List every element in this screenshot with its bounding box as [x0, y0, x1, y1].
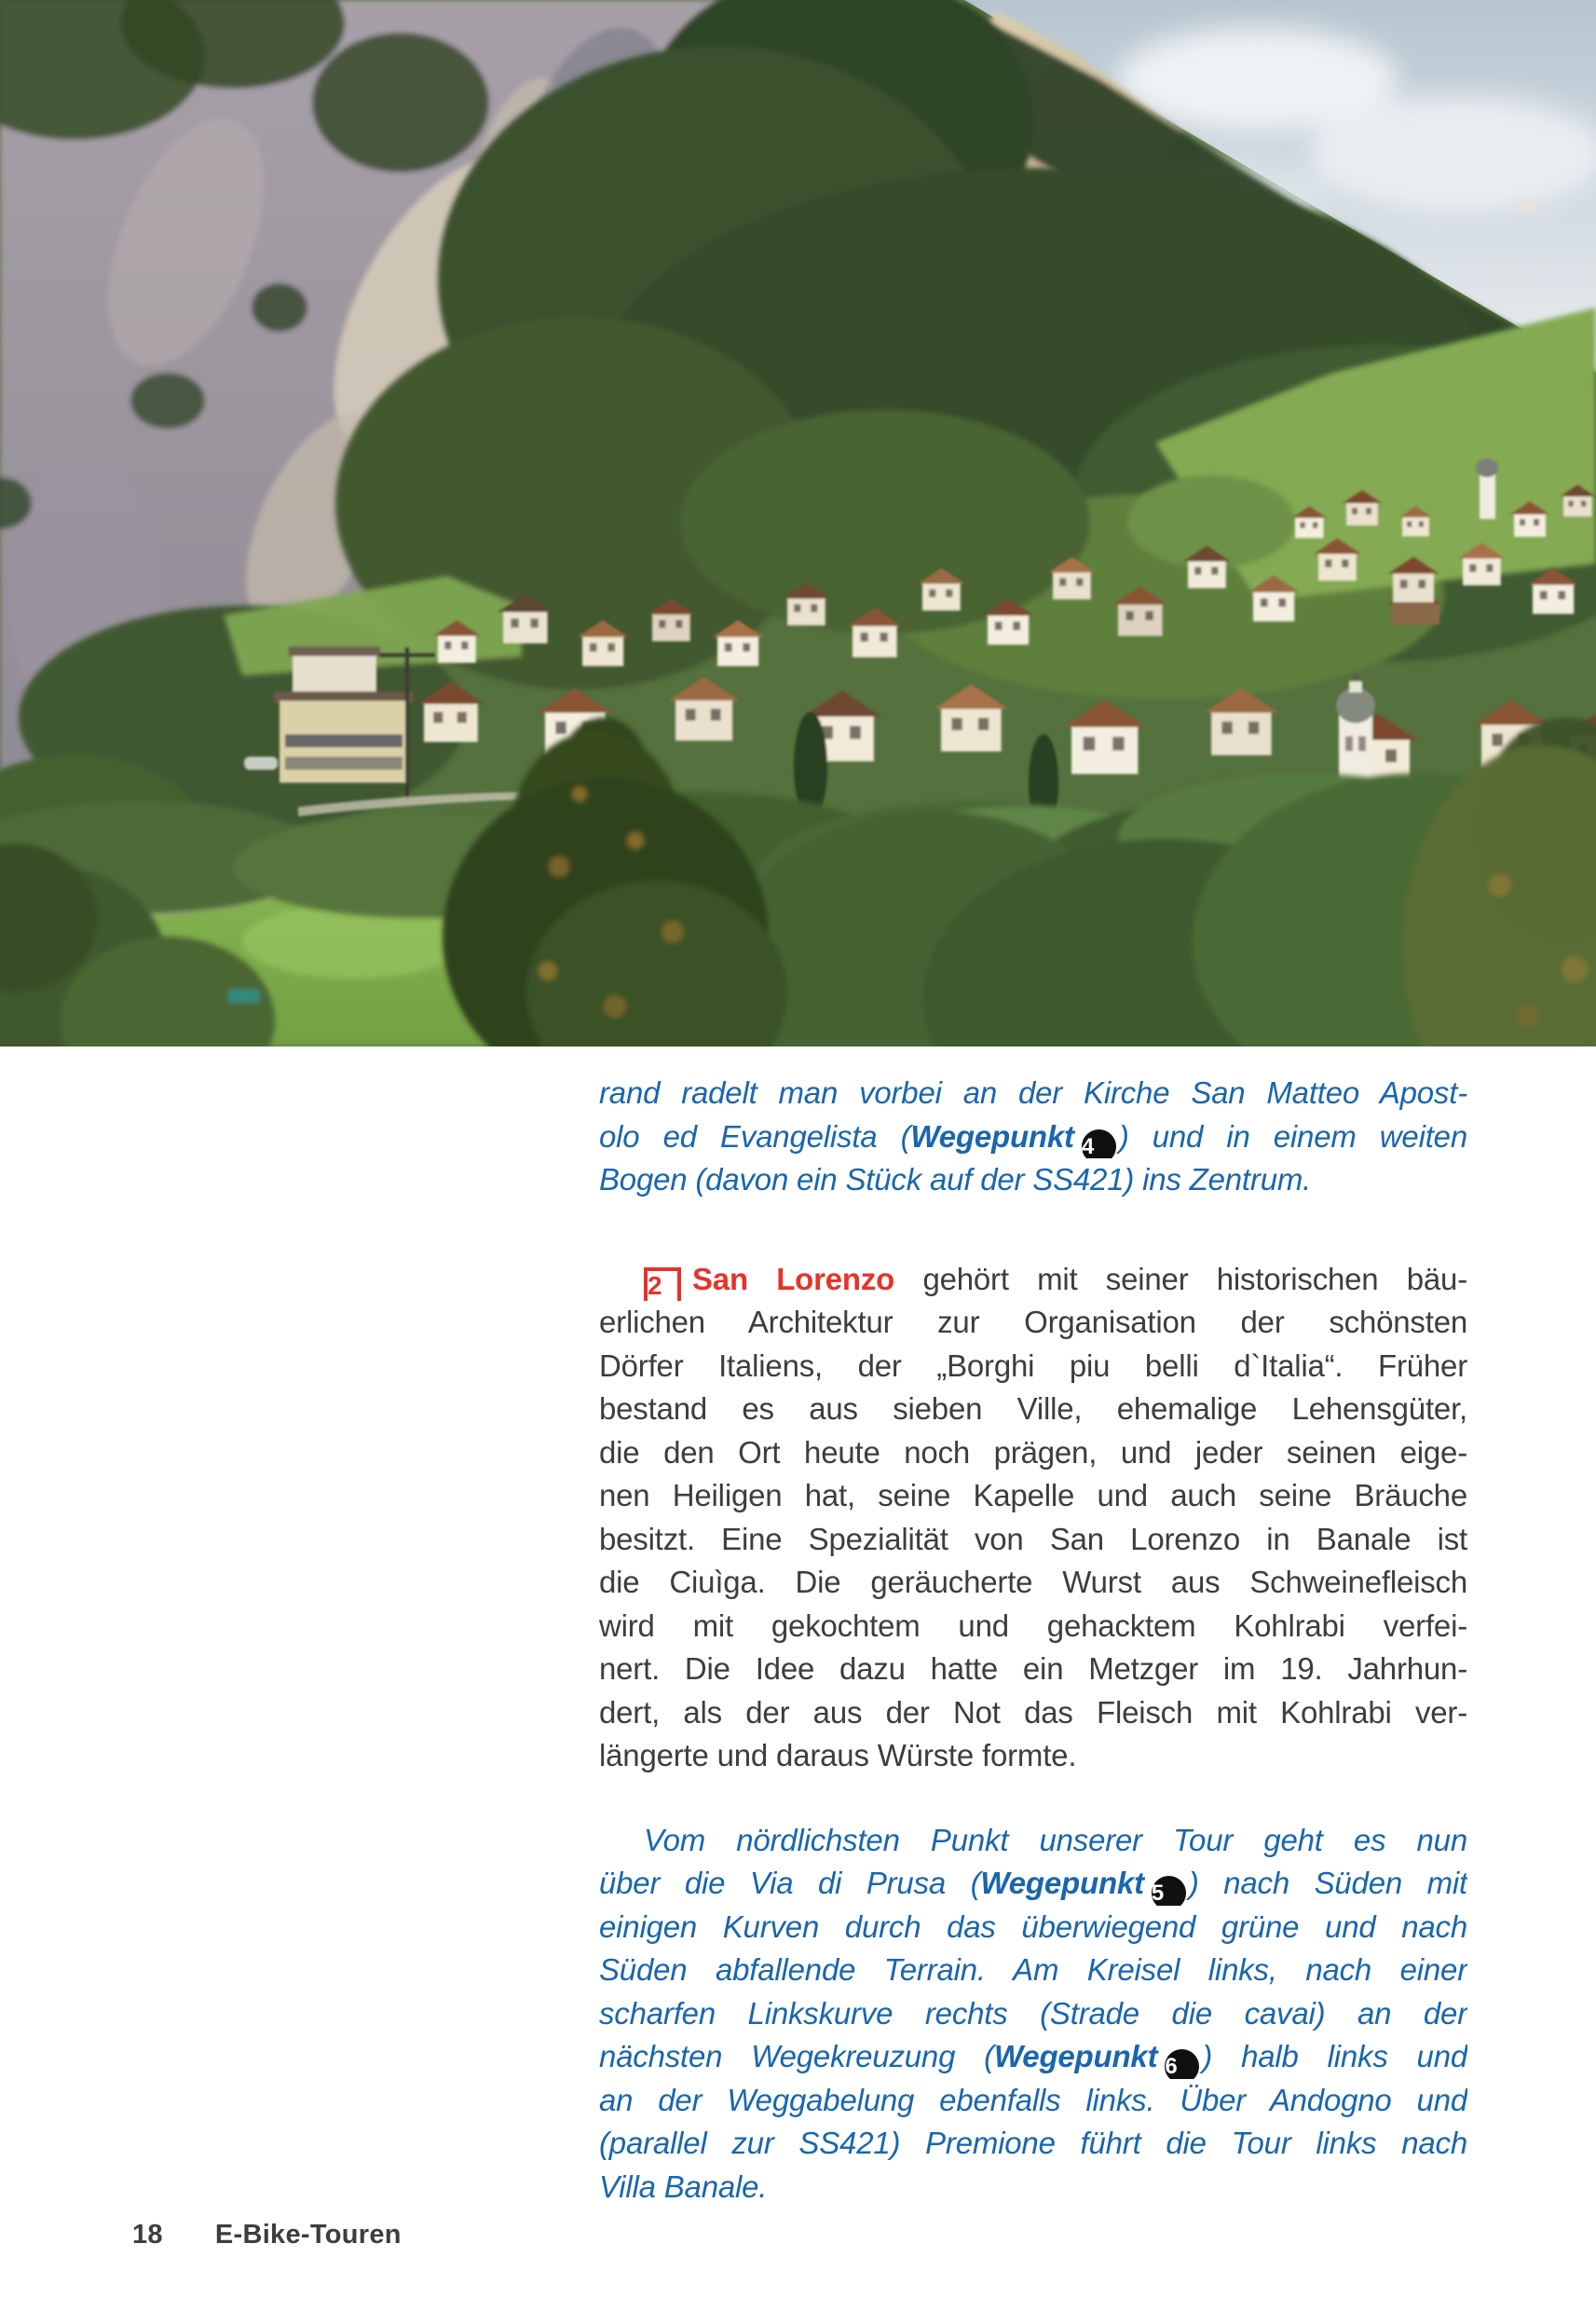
text-run: die den Ort heute noch prägen, und jeder seinen eige-	[599, 1434, 1467, 1470]
text-run: Wegepunkt	[980, 1866, 1144, 1900]
text-run: gehört mit seiner historischen bäu-	[894, 1261, 1467, 1296]
text-run: längerte und daraus Würste formte.	[599, 1738, 1077, 1772]
text-line	[599, 1691, 1467, 1735]
text-line	[599, 2166, 1467, 2209]
text-line	[599, 1648, 1467, 1691]
text-run: Bogen (davon ein Stück auf der SS421) ins Zentrum.	[599, 1162, 1312, 1197]
text-line	[599, 1992, 1467, 2036]
text-line	[599, 2079, 1467, 2123]
text-line	[599, 1474, 1467, 1518]
village-photo-art	[0, 0, 1596, 1047]
text-run: olo ed Evangelista (	[599, 1118, 911, 1154]
text-run: scharfen Linkskurve rechts (Strade die cavai) an der	[599, 1995, 1467, 2031]
waypoint-badge: 6	[1165, 2049, 1199, 2079]
text-line	[599, 1605, 1467, 1648]
text-run: nert. Die Idee dazu hatte ein Metzger im 19. Jahrhun-	[599, 1651, 1467, 1686]
text-line	[599, 1734, 1467, 1778]
waypoint-badge: 4	[1082, 1129, 1116, 1159]
paragraph-3	[599, 1819, 1467, 2209]
text-run: Vom nördlichsten Punkt unserer Tour geht es nun	[644, 1822, 1467, 1857]
text-run: Süden abfallende Terrain. Am Kreisel links, nach einer	[599, 1952, 1467, 1987]
text-line	[599, 1258, 1467, 1302]
text-line	[599, 1388, 1467, 1431]
text-run: San Lorenzo	[692, 1261, 895, 1296]
text-run: ) nach Süden mit	[1188, 1866, 1467, 1900]
text-run: (parallel zur SS421) Premione führt die Tour links nach	[599, 2126, 1467, 2160]
paragraph-2	[599, 1258, 1467, 1778]
text-run: die Ciuìga. Die geräucherte Wurst aus Schweinefleisch	[599, 1565, 1467, 1599]
text-line	[599, 1301, 1467, 1345]
text-run: dert, als der aus der Not das Fleisch mit Kohlrabi ver-	[599, 1694, 1467, 1730]
text-run: wird mit gekochtem und gehacktem Kohlrabi verfei-	[599, 1607, 1467, 1643]
text-line	[599, 1518, 1467, 1562]
text-line	[599, 1345, 1467, 1389]
text-run: besitzt. Eine Spezialität von San Lorenzo in Banale ist	[599, 1521, 1467, 1556]
text-line	[599, 1862, 1467, 1906]
text-column	[599, 1072, 1467, 2209]
footer	[132, 2220, 402, 2250]
text-line	[599, 1949, 1467, 1992]
text-line	[599, 1819, 1467, 1863]
text-line	[599, 2035, 1467, 2079]
text-line	[599, 2122, 1467, 2166]
text-run: ) halb links und	[1202, 2039, 1467, 2073]
text-run: nächsten Wegekreuzung (	[599, 2039, 994, 2073]
text-line	[599, 1158, 1467, 1202]
text-run: nen Heiligen hat, seine Kapelle und auch seine Bräuche	[599, 1478, 1467, 1512]
text-run: ) und in einem weiten	[1118, 1118, 1467, 1154]
paragraph-1	[599, 1072, 1467, 1202]
text-line	[599, 1906, 1467, 1949]
text-run: bestand es aus sieben Ville, ehemalige Lehensgüter,	[599, 1391, 1467, 1426]
text-line	[599, 1431, 1467, 1475]
text-run: Villa Banale.	[599, 2168, 768, 2204]
text-run: rand radelt man vorbei an der Kirche San Matteo Apost-	[599, 1075, 1467, 1110]
text-run: an der Weggabelung ebenfalls links. Über Andogno und	[599, 2082, 1467, 2117]
text-line	[599, 1115, 1467, 1159]
text-run: über die Via di Prusa (	[599, 1866, 981, 1900]
text-line	[599, 1561, 1467, 1605]
village-photo	[0, 0, 1596, 1047]
text-run: erlichen Architektur zur Organisation der schönsten	[599, 1305, 1467, 1339]
text-run: Wegepunkt	[993, 2039, 1158, 2073]
section-title: E-Bike-Touren	[214, 2220, 402, 2250]
text-line	[599, 1072, 1467, 1115]
text-run: einigen Kurven durch das überwiegend grüne und nach	[599, 1908, 1467, 1944]
text-run: Wegepunkt	[910, 1118, 1074, 1154]
text-run: Dörfer Italiens, der „Borghi piu belli d`Italia“. Früher	[599, 1348, 1467, 1383]
page-number: 18	[132, 2220, 163, 2250]
section-number-box: 2	[644, 1267, 681, 1302]
waypoint-badge: 5	[1152, 1876, 1186, 1906]
